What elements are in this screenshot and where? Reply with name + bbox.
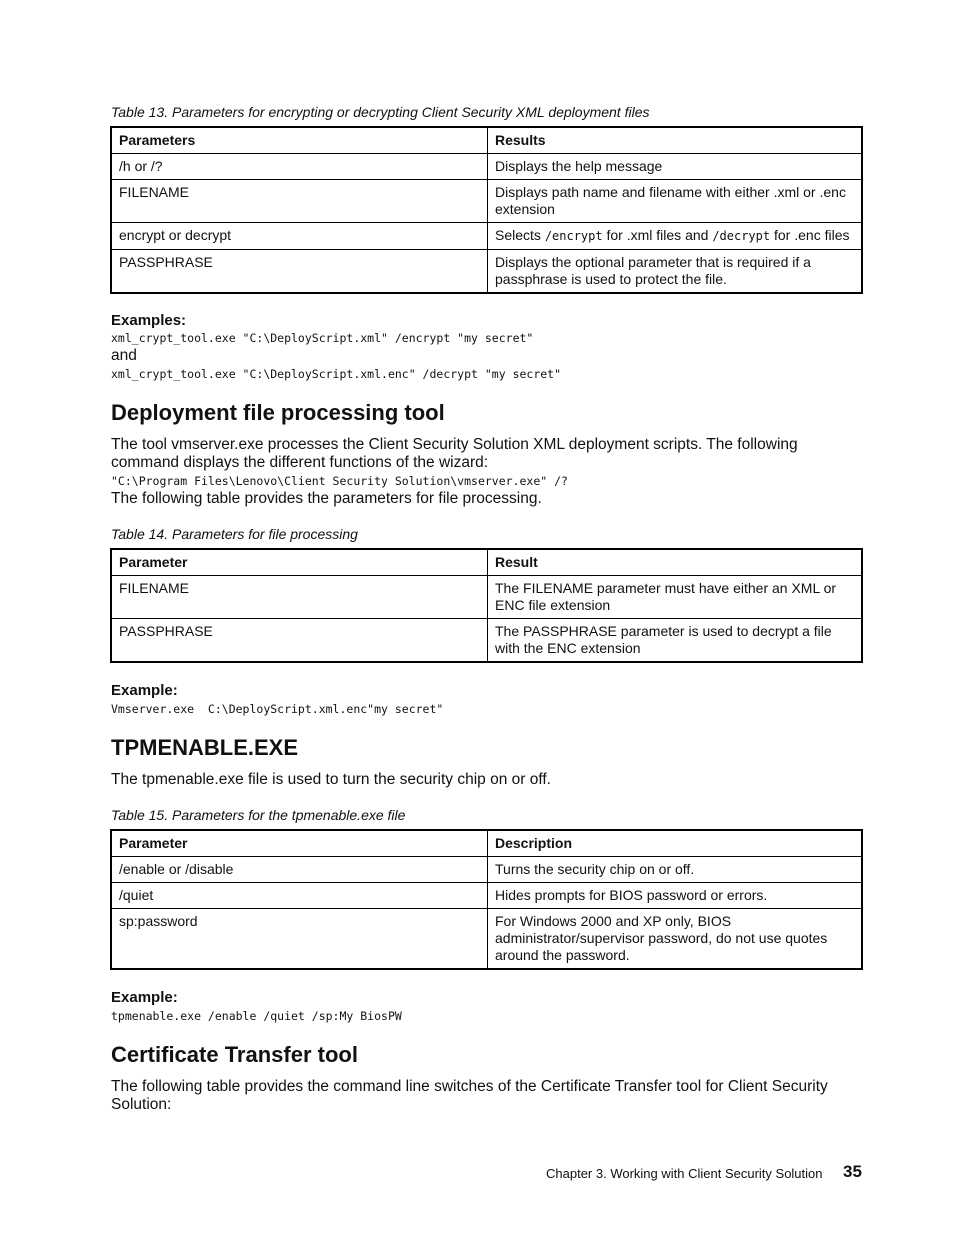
table-header-row xyxy=(111,127,862,154)
table-13 xyxy=(110,126,863,294)
column-header: Description xyxy=(488,830,863,857)
table-cell xyxy=(488,223,863,250)
table-cell: Hides prompts for BIOS password or errors. xyxy=(488,883,863,909)
inline-code: /encrypt xyxy=(544,229,603,243)
table-13-caption: Table 13. Parameters for encrypting or decrypting Client Security XML deployment files xyxy=(111,104,650,120)
table-row xyxy=(111,883,862,909)
page-number: 35 xyxy=(843,1162,862,1181)
table-header-row xyxy=(111,549,862,576)
cell-text: for .enc files xyxy=(770,227,850,243)
code-example: xml_crypt_tool.exe "C:\DeployScript.xml.enc" /decrypt "my secret" xyxy=(111,367,562,381)
table-cell: Displays the optional parameter that is required if a passphrase is used to protect the file. xyxy=(488,250,863,294)
table-cell: Turns the security chip on or off. xyxy=(488,857,863,883)
cell-text: for .xml files and xyxy=(602,227,713,243)
table-cell: FILENAME xyxy=(111,180,488,223)
table-header-row xyxy=(111,830,862,857)
table-cell: PASSPHRASE xyxy=(111,250,488,294)
table-15-caption: Table 15. Parameters for the tpmenable.exe file xyxy=(111,807,406,823)
footer-chapter: Chapter 3. Working with Client Security Solution xyxy=(546,1166,823,1181)
table-cell: FILENAME xyxy=(111,576,488,619)
table-cell: The PASSPHRASE parameter is used to decrypt a file with the ENC extension xyxy=(488,619,863,663)
table-row xyxy=(111,576,862,619)
table-cell: sp:password xyxy=(111,909,488,970)
inline-code: /decrypt xyxy=(712,229,771,243)
section-heading: TPMENABLE.EXE xyxy=(111,735,299,760)
code-example: Vmserver.exe C:\DeployScript.xml.enc"my secret" xyxy=(111,702,444,716)
column-header: Parameter xyxy=(111,549,488,576)
body-paragraph: The following table provides the command line switches of the Certificate Transfer tool for Client Security Solution: xyxy=(111,1078,828,1113)
table-row xyxy=(111,154,862,180)
table-cell: For Windows 2000 and XP only, BIOS administrator/supervisor password, do not use quotes around the password. xyxy=(488,909,863,970)
code-example: tpmenable.exe /enable /quiet /sp:My BiosPW xyxy=(111,1009,402,1023)
section-heading: Certificate Transfer tool xyxy=(111,1042,358,1067)
table-row xyxy=(111,223,862,250)
table-15 xyxy=(110,829,863,970)
example-label: Example: xyxy=(111,682,178,699)
table-cell: Displays the help message xyxy=(488,154,863,180)
table-row xyxy=(111,619,862,663)
column-header: Parameters xyxy=(111,127,488,154)
cell-text: Selects xyxy=(495,227,545,243)
table-cell: /h or /? xyxy=(111,154,488,180)
code-example: "C:\Program Files\Lenovo\Client Security Solution\vmserver.exe" /? xyxy=(111,474,568,488)
table-14-caption: Table 14. Parameters for file processing xyxy=(111,526,358,542)
example-label: Example: xyxy=(111,989,178,1006)
table-row xyxy=(111,857,862,883)
body-paragraph: The following table provides the parameters for file processing. xyxy=(111,490,542,507)
body-text: and xyxy=(111,347,137,364)
table-row xyxy=(111,909,862,970)
table-cell: /quiet xyxy=(111,883,488,909)
section-heading: Deployment file processing tool xyxy=(111,400,445,425)
table-row xyxy=(111,180,862,223)
table-cell: /enable or /disable xyxy=(111,857,488,883)
body-paragraph: The tool vmserver.exe processes the Client Security Solution XML deployment scripts. The following command displays the different functions of the wizard: xyxy=(111,436,798,471)
column-header: Result xyxy=(488,549,863,576)
body-paragraph: The tpmenable.exe file is used to turn the security chip on or off. xyxy=(111,771,551,788)
table-cell: encrypt or decrypt xyxy=(111,223,488,250)
table-cell: PASSPHRASE xyxy=(111,619,488,663)
column-header: Results xyxy=(488,127,863,154)
examples-label: Examples: xyxy=(111,312,187,329)
column-header: Parameter xyxy=(111,830,488,857)
table-cell: Displays path name and filename with either .xml or .enc extension xyxy=(488,180,863,223)
code-example: xml_crypt_tool.exe "C:\DeployScript.xml" /encrypt "my secret" xyxy=(111,331,534,345)
table-cell: The FILENAME parameter must have either an XML or ENC file extension xyxy=(488,576,863,619)
table-row xyxy=(111,250,862,294)
table-14 xyxy=(110,548,863,663)
